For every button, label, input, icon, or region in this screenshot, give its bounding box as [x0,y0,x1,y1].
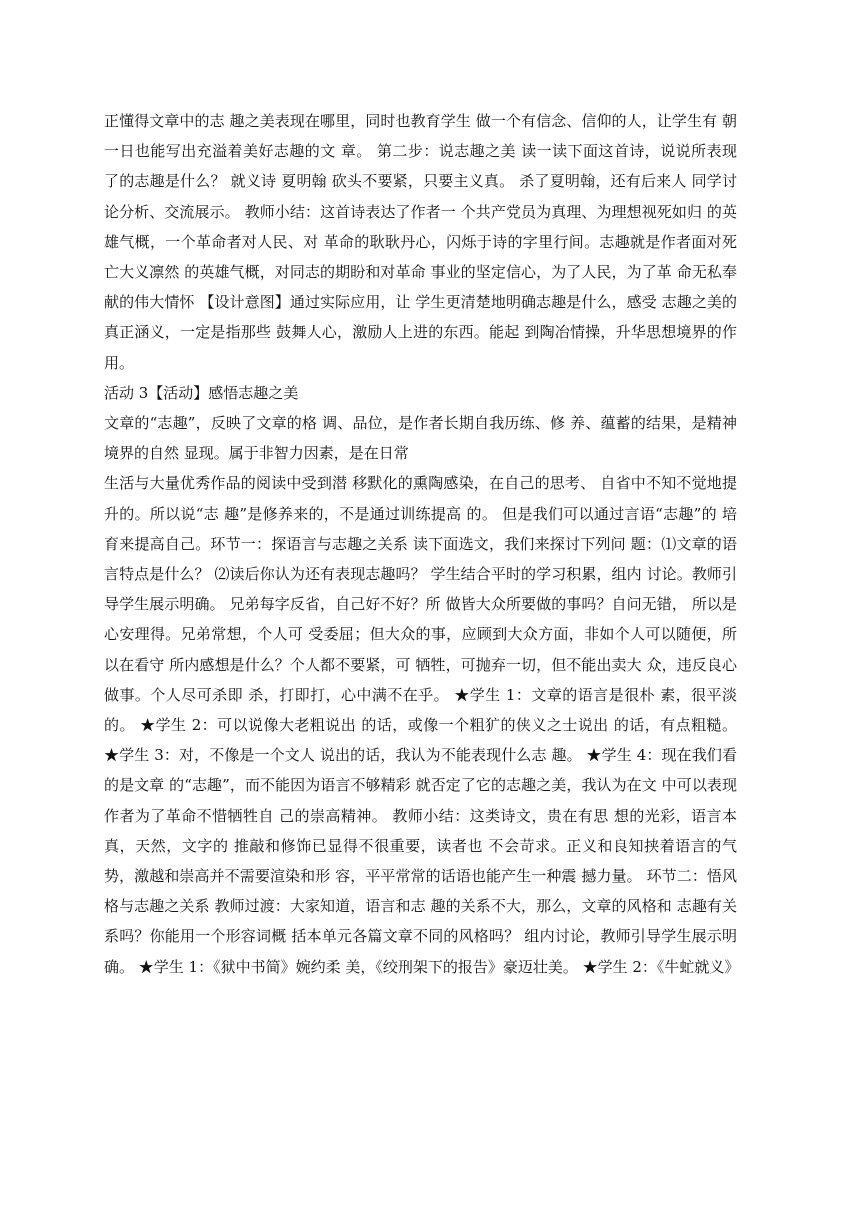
document-body [104,106,740,982]
paragraph-intro-and-step-two: 正懂得文章中的志 趣之美表现在哪里，同时也教育学生 做一个有信念、信仰的人，让学生有 朝一日也能写出充溢着美好志趣的文 章。 第二步：说志趣之美 读一读下面这首诗，说说所表现 了的志趣是什么？ 就义诗 夏明翰 砍头不要紧，只要主义真。 杀了夏明翰，还有后来人 同学讨论分析、交流展示。 教师小结：这首诗表达了作者一 个共产党员为真理、为理想视死如归 的英雄气概，一个革命者对人民、对 革命的耿耿丹心，闪烁于诗的字里行间。志趣就是作者面对死亡大义凛然 的英雄气概，对同志的期盼和对革命 事业的坚定信心，为了人民，为了革 命无私奉献的伟大情怀 【设计意图】通过实际应用，让 学生更清楚地明确志趣是什么，感受 志趣之美的真正涵义，一定是指那些 鼓舞人心，激励人上进的东西。能起 到陶冶情操，升华思想境界的作用。 [104,112,737,372]
paragraph-language-and-style: 生活与大量优秀作品的阅读中受到潜 移默化的熏陶感染，在自己的思考、 自省中不知不觉地提升的。所以说“志 趣”是修养来的，不是通过训练提高 的。 但是我们可以通过言语“志趣”的 培育来提高自己。环节一：探语言与志趣之关系 读下面选文，我们来探讨下列问 题：⑴文章的语言特点是什么？ ⑵读后你认为还有表现志趣吗？ 学生结合平时的学习积累，组内 讨论。教师引导学生展示明确。 兄弟每字反省，自己好不好？所 做皆大众所要做的事吗？自问无错， 所以是心安理得。兄弟常想，个人可 受委屈；但大众的事，应顾到大众方面，非如个人可以随便，所以在看守 所内感想是什么？个人都不要紧，可 牺牲，可抛弃一切，但不能出卖大 众，违反良心做事。个人尽可杀即 杀，打即打，心中满不在乎。 ★学生 1：文章的语言是很朴 素，很平淡的。 ★学生 2：可以说像大老粗说出 的话，或像一个粗犷的侠义之士说出 的话，有点粗糙。 ★学生 3：对，不像是一个文人 说出的话，我认为不能表现什么志 趣。 ★学生 4：现在我们看的是文章 的“志趣”，而不能因为语言不够精彩 就否定了它的志趣之美，我认为在文 中可以表现作者为了革命不惜牺牲自 己的崇高精神。 教师小结：这类诗文，贵在有思 想的光彩，语言本真，天然，文字的 推敲和修饰已显得不很重要，读者也 不会苛求。正义和良知挟着语言的气 势，激越和崇高并不需要渲染和形 容，平平常常的话语也能产生一种震 撼力量。 环节二：悟风格与志趣之关系 教师过渡：大家知道，语言和志 趣的关系不大，那么，文章的风格和 志趣有关系吗？你能用一个形容词概 括本单元各篇文章不同的风格吗？ 组内讨论，教师引导学生展示明 确。 ★学生 1：《狱中书简》婉约柔 美，《绞刑架下的报告》豪迈壮美。 ★学生 2：《牛虻就义》 [104,474,740,976]
paragraph-zhiqu-definition: 文章的“志趣”，反映了文章的格 调、品位，是作者长期自我历练、修 养、蕴蓄的结果，是精神境界的自然 显现。属于非智力因素，是在日常 [104,414,737,463]
activity-heading: 活动 3【活动】感悟志趣之美 [104,383,299,402]
